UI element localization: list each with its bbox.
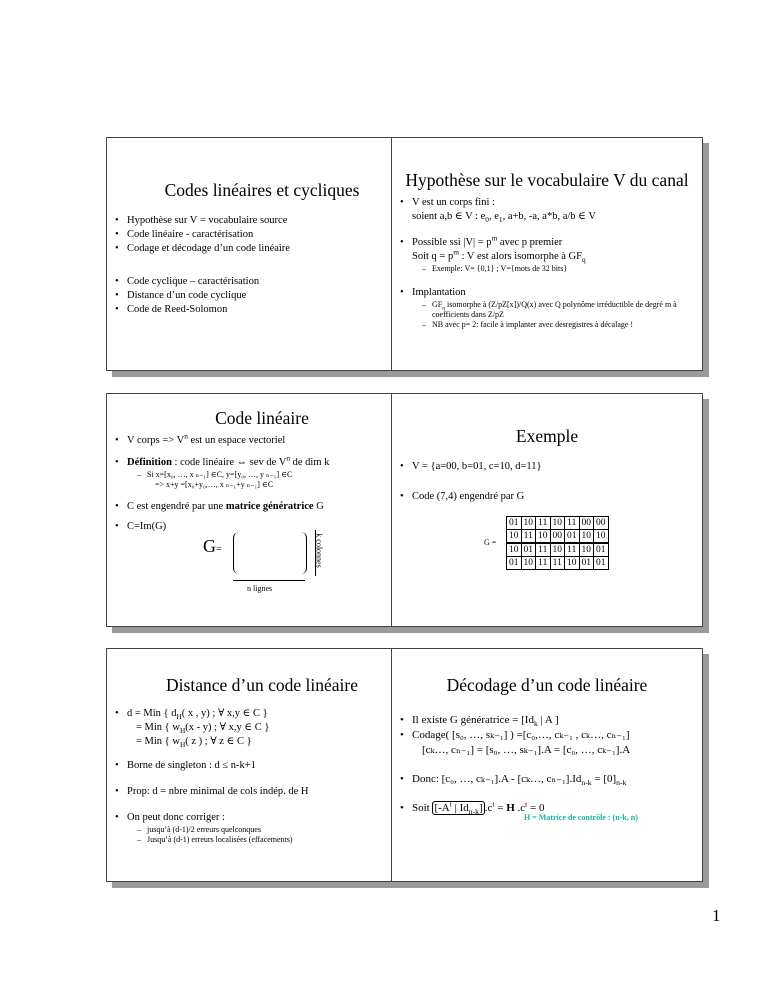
sub-bullet: – Si x=[x₀, …, x ₙ₋₁] ∈C, y=[y₀, …, y ₙ₋₁] ∈C [127,470,413,480]
matrix-cell: 11 [565,543,580,557]
matrix-cell: 10 [579,543,594,557]
matrix-cell: 01 [521,543,536,557]
bullet: • V est un corps fini : soient a,b ∈ V : $e_0$, $e_1$, a+b, -a, a*b, a/b ∈ V [400,196,698,224]
matrix-cell: 01 [594,543,609,557]
matrix-cell: 10 [507,530,522,544]
bullet: • Code cyclique – caractérisation [115,275,405,289]
matrix-row [507,543,609,557]
bullet: • C est engendré par une matrice génératrice G [115,500,413,514]
n-lines-arrow [233,580,305,581]
bullet: • Codage( [s₀, …, sₖ₋₁] ) =[c₀,…, cₖ₋₁ , cₖ…, cₙ₋₁] [cₖ…, cₙ₋₁] = [s₀, …, sₖ₋₁].A = [c₀, …, cₖ₋₁].A [400,728,698,758]
matrix-cell: 10 [550,543,565,557]
matrix-cell: 11 [536,517,551,530]
matrix-cell: 00 [594,517,609,530]
matrix-cell: 10 [550,517,565,530]
matrix-g-label: G = [484,538,497,547]
sub-bullet: – Exemple: V= {0,1} ; V={mots de 32 bits} [412,264,698,274]
bullet: • Prop: d = nbre minimal de cols indép. de H [115,785,413,799]
slide-title: Codes linéaires et cycliques [164,180,360,200]
k-columns-label: k colonnes [314,533,324,568]
slide-title: Hypothèse sur le vocabulaire V du canal [405,170,689,190]
matrix-cell: 01 [579,557,594,570]
bullet: • Code (7,4) engendré par G [400,490,698,504]
bullet-list [115,707,413,845]
matrix-row [507,530,609,544]
bullet: • Codage et décodage d’un code linéaire [115,242,405,256]
matrix-cell: 10 [594,530,609,544]
matrix-cell: 10 [521,517,536,530]
matrix-cell: 10 [579,530,594,544]
matrix-g-label: G= [203,536,222,556]
bullet-list [115,431,413,534]
bullet: • Donc: [c₀, …, cₖ₋₁].A - [cₖ…, $c_{n-1}].Id_{n-k} = [0]_{n-k}$ [400,772,698,787]
page-number: 1 [712,906,721,925]
matrix-cell: 00 [550,530,565,544]
n-lines-label: n lignes [247,584,273,593]
slide-1 [106,137,418,371]
matrix-cell: 11 [521,530,536,544]
bullet-list [400,196,698,330]
matrix-cell: 00 [579,517,594,530]
bullet: • V = {a=00, b=01, c=10, d=11} [400,460,698,474]
bullet-list [115,275,405,317]
bullet: • V corps => $V^n$ est un espace vectoriel [115,434,413,448]
bullet: • Définition : code linéaire ⇔ sev de $V^n$ de dim k – Si x=[x₀, …, x ₙ₋₁] ∈C, y=[y₀, …, y ₙ₋₁] ∈C => x+y =[x₀+y₀,…, x ₙ₋₁+y ₙ₋₁] ∈C [115,456,413,490]
matrix-cell: 01 [507,557,522,570]
bullet: • Borne de singleton : d ≤ n-k+1 [115,759,413,773]
bullet-list [400,460,698,504]
bullet: • Soit [$-A^t$ | $Id_{n-k}$] $.c^t = H$ $.c^t = 0$ [400,801,698,816]
bullet: • Implantation – $GF_q$ isomorphe à (Z/pZ[x])/Q(x) avec Q polynôme irréductible de degré m à coefficients dans Z/pZ – NB avec p= 2: facile à implanter avec desregistres à décalage ! [400,286,698,330]
bullet: • Code de Reed-Solomon [115,303,405,317]
control-matrix-note: H = Matrice de contrôle : (n-k, n) [524,813,638,822]
bullet: • Possible ssi $|V| = p^m$ avec p premier Soit $q = p^m$ : V est alors isomorphe à $GF_q$ – Exemple: V= {0,1} ; V={mots de 32 bits} [400,236,698,274]
matrix-cell: 10 [521,557,536,570]
matrix-cell: 01 [507,517,522,530]
slide-title: Décodage d’un code linéaire [446,675,648,695]
sub-bullet: – Jusqu’à (d-1) erreurs localisées (effacements) [127,835,413,845]
bullet: • Code linéaire - caractérisation [115,228,405,242]
matrix-cell: 11 [536,543,551,557]
slide-4 [391,393,703,627]
slide-6 [391,648,703,882]
sub-bullet: – $GF_q$ isomorphe à (Z/pZ[x])/Q(x) avec Q polynôme irréductible de degré m à coefficients dans Z/pZ [412,300,698,320]
matrix-cell: 01 [565,530,580,544]
matrix-cell: 11 [550,557,565,570]
bullet: • C=Im(G) [115,520,413,534]
slide-3 [106,393,418,627]
bullet-list [400,713,698,816]
bullet: • Distance d’un code cyclique [115,289,405,303]
bullet: • Il existe G génératrice = [$Id_k$ | A ] [400,713,698,728]
slide-title: Exemple [515,426,579,446]
matrix-cell: 10 [536,530,551,544]
matrix-placeholder [233,532,307,574]
bullet: • d = Min { $d_H$( x , y) ; ∀ x,y ∈ C } = Min { $w_H(x - y)$ ; ∀ x,y ∈ C } = Min { $w_H$( z ) ; ∀ z ∈ C } [115,707,413,749]
generator-matrix [506,516,609,570]
control-matrix-box: [$-A^t$ | $Id_{n-k}$] [434,799,483,817]
matrix-cell: 10 [565,557,580,570]
bullet: • Hypothèse sur V = vocabulaire source [115,214,405,228]
matrix-row [507,517,609,530]
slide-2 [391,137,703,371]
matrix-cell: 11 [536,557,551,570]
sub-bullet: – NB avec p= 2: facile à implanter avec desregistres à décalage ! [412,320,698,330]
matrix-cell: 10 [507,543,522,557]
sub-bullet: – jusqu’à (d-1)/2 erreurs quelconques [127,825,413,835]
matrix-cell: 11 [565,517,580,530]
bullet: • On peut donc corriger : – jusqu’à (d-1)/2 erreurs quelconques – Jusqu’à (d-1) erreurs localisées (effacements) [115,811,413,845]
slide-5 [106,648,418,882]
slide-title: Distance d’un code linéaire [166,675,358,695]
matrix-cell: 01 [594,557,609,570]
matrix-row [507,557,609,570]
slide-title: Code linéaire [215,408,309,428]
bullet-list [115,214,405,256]
